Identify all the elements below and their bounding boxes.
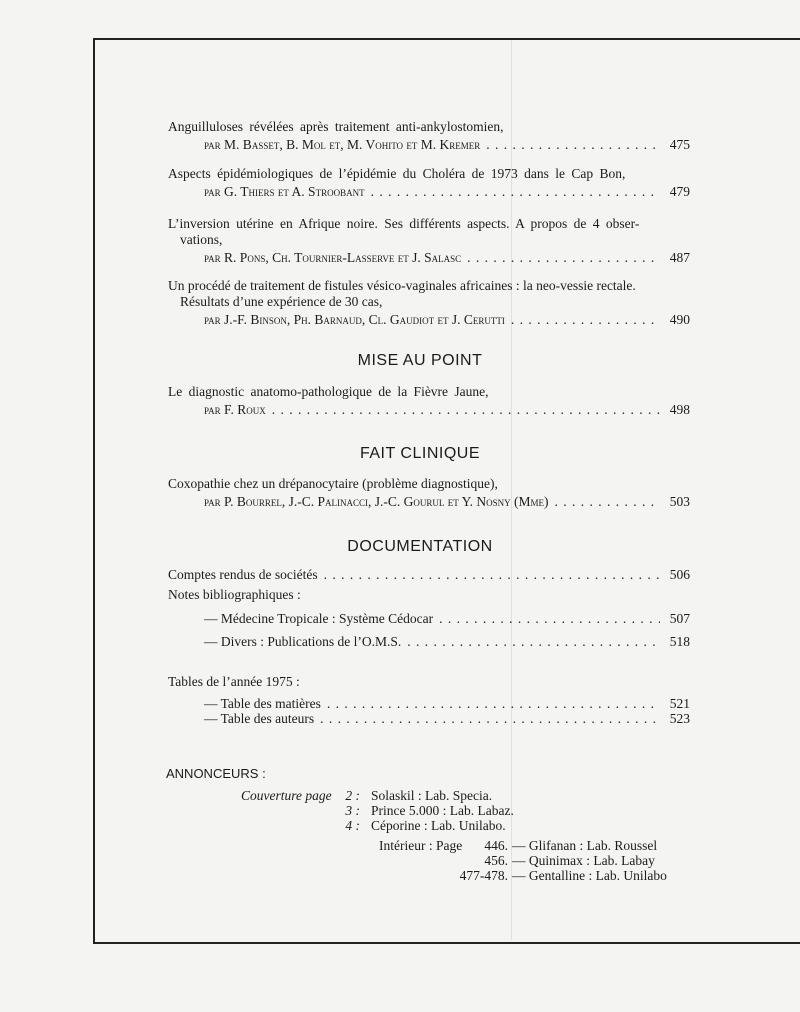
entry-row (168, 696, 690, 711)
page-number: 487 (669, 250, 690, 265)
entry-authors: par P. Bourrel, J.-C. Palinacci, J.-C. Gourul et Y. Nosny (Mme) (204, 494, 549, 509)
section-heading: FAIT CLINIQUE (359, 445, 480, 462)
interieur-label: Intérieur : Page (379, 838, 463, 853)
page-number: 479 (669, 184, 690, 199)
toc-entry (168, 566, 690, 651)
entry-authors: par J.-F. Binson, Ph. Barnaud, Cl. Gaudiot et J. Cerutti (204, 312, 505, 327)
toc-entry (168, 118, 690, 154)
entry-label: — Table des matières (204, 696, 321, 711)
entry-title: L’inversion utérine en Afrique noire. Ses différents aspects. A propos de 4 obser- (168, 216, 640, 231)
couverture-page-num: 3 : (345, 803, 360, 818)
entry-authors: par F. Roux (204, 402, 266, 417)
frame-left-rule (93, 38, 95, 944)
entry-title: Le diagnostic anatomo-pathologique de la Fièvre Jaune, (168, 384, 489, 399)
entry-title: Coxopathie chez un drépanocytaire (problème diagnostique), (168, 476, 498, 491)
advertiser-line: — Gentalline : Lab. Unilabo (512, 868, 667, 883)
couverture-page-num: 4 : (345, 818, 360, 833)
entry-label: Notes bibliographiques : (168, 587, 301, 602)
leader-dots (407, 633, 660, 651)
leader-dots (272, 401, 660, 419)
toc-entry (168, 165, 690, 201)
advertiser-line: — Quinimax : Lab. Labay (512, 853, 655, 868)
entry-row (168, 633, 690, 651)
leader-dots (324, 566, 660, 584)
entry-row (168, 711, 690, 726)
entry-byline-row (168, 136, 690, 154)
entry-label: — Divers : Publications de l’O.M.S. (204, 634, 402, 649)
entry-byline-row (168, 493, 690, 511)
advertiser-line: Solaskil : Lab. Specia. (371, 788, 493, 803)
leader-dots (439, 610, 660, 628)
entry-byline-row (168, 249, 690, 267)
entry-label: Comptes rendus de sociétés (168, 567, 318, 582)
page-number: 521 (669, 696, 690, 711)
entry-authors: par R. Pons, Ch. Tournier-Lasserve et J. Salasc (204, 250, 462, 265)
interieur-page: 456. (484, 853, 508, 868)
leader-dots (554, 493, 660, 511)
page-number: 498 (669, 402, 690, 417)
entry-label: — Médecine Tropicale : Système Cédocar (204, 611, 434, 626)
frame-bottom-rule (93, 942, 800, 944)
leader-dots (467, 249, 660, 267)
toc-entry (168, 673, 690, 726)
toc-entry (168, 475, 690, 511)
entry-title-cont: vations, (180, 232, 223, 247)
frame-top-rule (93, 38, 800, 40)
page-number: 518 (669, 634, 690, 649)
interieur-page: 446. (484, 838, 508, 853)
entry-label: — Table des auteurs (204, 711, 315, 726)
entry-byline-row (168, 183, 690, 201)
page-number: 523 (669, 711, 690, 726)
page-number: 506 (669, 567, 690, 582)
advertiser-line: Céporine : Lab. Unilabo. (371, 818, 506, 833)
leader-dots (320, 711, 660, 726)
page-number: 503 (669, 494, 690, 509)
leader-dots (327, 696, 660, 711)
entry-byline-row (168, 311, 690, 329)
leader-dots (371, 183, 660, 201)
entry-row (168, 610, 690, 628)
entry-authors: par G. Thiers et A. Stroobant (204, 184, 365, 199)
entry-byline-row (168, 401, 690, 419)
entry-label: Tables de l’année 1975 : (168, 674, 300, 689)
leader-dots (511, 311, 660, 329)
section-heading: DOCUMENTATION (347, 538, 493, 555)
section-heading: MISE AU POINT (357, 352, 483, 369)
entry-title: Un procédé de traitement de fistules vésico-vaginales africaines : la neo-vessie rectale. (168, 278, 636, 293)
toc-entry (168, 383, 690, 419)
interieur-page: 477-478. (459, 868, 508, 883)
entry-title: Anguilluloses révélées après traitement anti-ankylostomien, (168, 119, 504, 134)
leader-dots (486, 136, 660, 154)
toc-entry (168, 277, 690, 329)
advertiser-line: — Glifanan : Lab. Roussel (512, 838, 658, 853)
page-number: 475 (669, 137, 690, 152)
toc-entry (168, 215, 690, 267)
entry-title-cont: Résultats d’une expérience de 30 cas, (180, 294, 383, 309)
annonceurs-heading: ANNONCEURS : (166, 766, 266, 781)
entry-authors: par M. Basset, B. Mol et, M. Vohito et M. Kremer (204, 137, 481, 152)
couverture-page-num: 2 : (345, 788, 360, 803)
page-number: 490 (669, 312, 690, 327)
advertiser-line: Prince 5.000 : Lab. Labaz. (371, 803, 514, 818)
couverture-label: Couverture page (241, 788, 332, 803)
page-number: 507 (669, 611, 690, 626)
entry-row (168, 566, 690, 584)
entry-title: Aspects épidémiologiques de l’épidémie du Choléra de 1973 dans le Cap Bon, (168, 166, 626, 181)
